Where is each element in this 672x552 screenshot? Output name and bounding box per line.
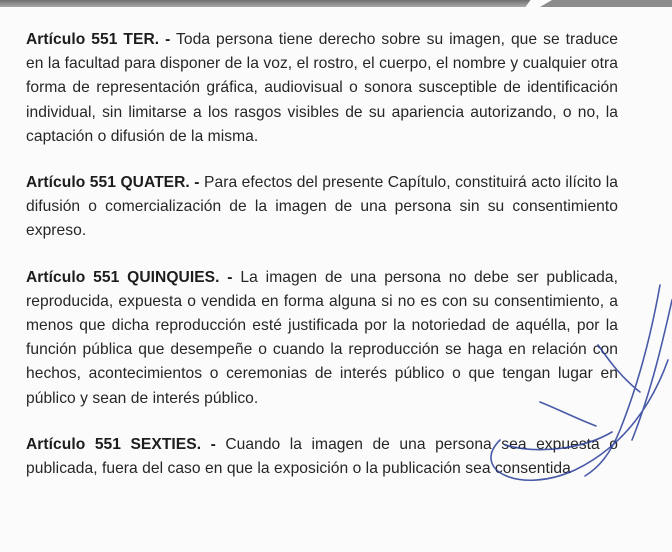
article-551-ter bbox=[26, 28, 618, 149]
article-body: Cuando la imagen de una persona sea expuesta o publicada, fuera del caso en que la exposición o la publicación sea consentida bbox=[26, 435, 618, 478]
article-551-quinquies bbox=[26, 266, 618, 411]
article-heading: Artículo 551 QUATER. - bbox=[26, 174, 200, 192]
article-heading: Artículo 551 SEXTIES. - bbox=[26, 435, 216, 453]
article-551-quater bbox=[26, 171, 618, 244]
document-page bbox=[26, 28, 618, 481]
article-body: Toda persona tiene derecho sobre su imagen, que se traduce en la facultad para disponer de la voz, el rostro, el cuerpo, el nombre y cualquier otra forma de representación gráfica, audiovisual o sonora susceptible de identificación individual, sin limitarse a los rasgos visibles de su apariencia autorizando, o no, la captación o difusión de la misma. bbox=[26, 31, 618, 145]
article-551-sexties bbox=[26, 433, 618, 481]
article-heading: Artículo 551 TER. - bbox=[26, 31, 171, 48]
article-body: La imagen de una persona no debe ser publicada, reproducida, expuesta o vendida en forma alguna si no es con su consentimiento, a menos que dicha reproducción esté justificada por la notoriedad de aquélla, por la función pública que desempeñe o cuando la reproducción se haga en relación con hechos, acontecimientos o ceremonias de interés público o que tengan lugar en público y sean de interés público. bbox=[26, 268, 618, 407]
article-heading: Artículo 551 QUINQUIES. - bbox=[26, 268, 233, 286]
article-body: Para efectos del presente Capítulo, constituirá acto ilícito la difusión o comercialización de la imagen de una persona sin su consentimiento expreso. bbox=[26, 174, 619, 240]
header-band-right bbox=[540, 0, 672, 7]
